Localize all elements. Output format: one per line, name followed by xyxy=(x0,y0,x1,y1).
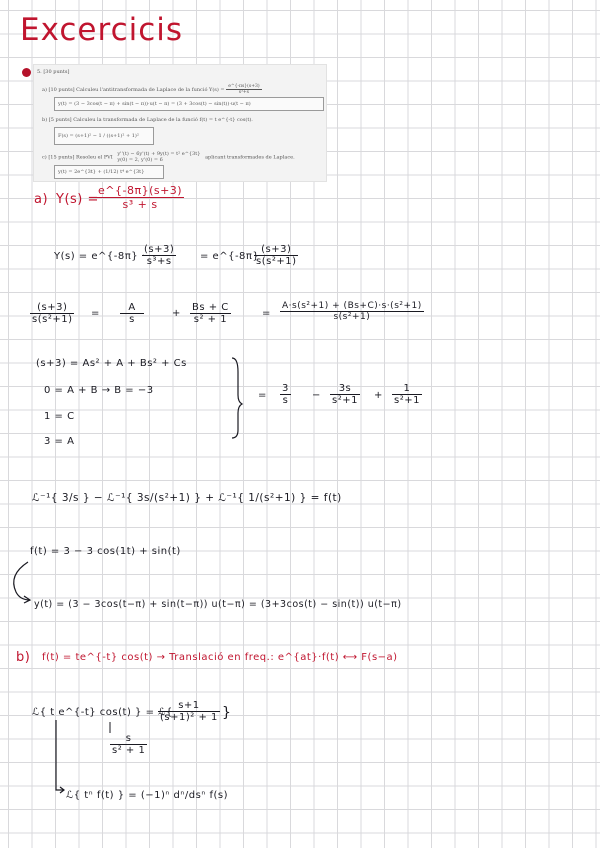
y-of-t-line: y(t) = (3 − 3cos(t−π) + sin(t−π)) u(t−π) = (3+3cos(t) − sin(t)) u(t−π) xyxy=(34,599,402,610)
f-of-t-line: f(t) = 3 − 3 cos(1t) + sin(t) xyxy=(30,546,181,557)
pf-lhs: $\frac{(s+3)}{\text{s(s²+1)}}$ xyxy=(32,302,73,325)
problem-a-answer: y(t) = (3 − 3cos(t − π) + sin(t − π))·u(t − π) = (3 + 3cos(t) − sin(t))·u(t − π) xyxy=(54,97,324,111)
pf-eq: = xyxy=(91,308,100,319)
line2-frac2: $\frac{(s+3)}{\text{s(s²+1)}}$ xyxy=(256,244,297,267)
part-a-lhs: Y(s) = xyxy=(56,192,99,207)
problem-number: 5. [30 punts] xyxy=(37,69,70,75)
result-eq: = xyxy=(258,390,267,401)
inverse-laplace-line: ℒ⁻¹{ 3/s } − ℒ⁻¹{ 3s/(s²+1) } + ℒ⁻¹{ 1/(s²+1) } = f(t) xyxy=(32,492,342,504)
part-a-fraction: $\frac{e\^{}\{-8\pi\}(s+3)}{\text{s³ + s}}$ xyxy=(98,184,183,211)
part-b-close: } xyxy=(222,705,232,721)
result-term-2: $\frac{3s}{\text{s²+1}}$ xyxy=(332,383,358,406)
result-minus: − xyxy=(312,390,321,401)
part-b-cos-transform: $\frac{s}{\text{s² + 1}}$ xyxy=(112,733,146,756)
part-a-label: a) xyxy=(34,192,49,207)
system-eq-1: (s+3) = As² + A + Bs² + Cs xyxy=(36,358,187,369)
line2-eq: = e^{-8π} · xyxy=(200,251,267,262)
pf-term-bc: $\frac{Bs + C}{\text{s² + 1}}$ xyxy=(192,302,229,325)
curved-arrow xyxy=(14,562,30,600)
pf-term-a: $\frac{A}{s}$ xyxy=(120,302,144,325)
pf-plus: + xyxy=(172,308,181,319)
problem-c-answer: y(t) = 2e^{3t} + (1/12) t⁴ e^{3t} xyxy=(54,165,164,179)
system-brace xyxy=(232,358,242,438)
system-eq-3: 1 = C xyxy=(44,411,75,422)
problem-b-answer: F(s) = (s+1)² − 1 / ((s+1)² + 1)² xyxy=(54,127,154,145)
bracket-arrow xyxy=(56,720,64,790)
problem-c-system: y''(t) − 6y'(t) + 9y(t) = t² e^{3t} y(0) = 2, y'(0) = 6 xyxy=(117,151,201,163)
system-eq-4: 3 = A xyxy=(44,436,75,447)
part-b-inner-frac: $\frac{s+1}{\text{(s+1)² + 1}}$ xyxy=(160,700,218,723)
result-term-3: $\frac{1}{\text{s²+1}}$ xyxy=(394,383,420,406)
line2-frac1: $\frac{(s+3)}{\text{s³+s}}$ xyxy=(144,244,175,267)
problem-a-prompt: a) [10 punts] Calculeu l'antitransformada de Laplace de la funció Y(s) = $\frac{e\^{}\{-\pi s\}(s+3)}{\text{s³+s}}$ xyxy=(42,84,260,95)
problem-c-prompt: c) [15 punts] Resoleu el PVI y''(t) − 6y'(t) + 9y(t) = t² e^{3t} y(0) = 2, y'(0) = 6 aplicant transformades de Laplace. xyxy=(42,151,295,163)
result-plus: + xyxy=(374,390,383,401)
page-title: Excercicis xyxy=(20,12,184,48)
part-b-line: f(t) = te^{-t} cos(t) → Translació en freq.: e^{at}·f(t) ⟷ F(s−a) xyxy=(42,652,398,663)
part-b-label: b) xyxy=(16,650,31,665)
part-b-transform: ℒ{ t e^{-t} cos(t) } = ℒ{ xyxy=(32,707,173,718)
problem-b-prompt: b) [5 punts] Calculeu la transformada de Laplace de la funció f(t) = t e^{-t} cos(t). xyxy=(42,117,253,123)
result-term-1: $\frac{3}{s}$ xyxy=(282,383,289,406)
line2-lhs: Y(s) = e^{-8π} · xyxy=(54,251,146,262)
pf-eq2: = xyxy=(262,308,271,319)
pf-combined: $\frac{\text{A·s(s²+1) + (Bs+C)·s·(s²+1)}}{\text{s(s²+1)}}$ xyxy=(282,301,422,322)
system-eq-2: 0 = A + B → B = −3 xyxy=(44,385,154,396)
problem-a-func: $\frac{e\^{}\{-\pi s\}(s+3)}{\text{s³+s}}$ xyxy=(228,84,260,95)
part-b-derivative-rule: ℒ{ tⁿ f(t) } = (−1)ⁿ dⁿ/dsⁿ f(s) xyxy=(66,790,229,801)
